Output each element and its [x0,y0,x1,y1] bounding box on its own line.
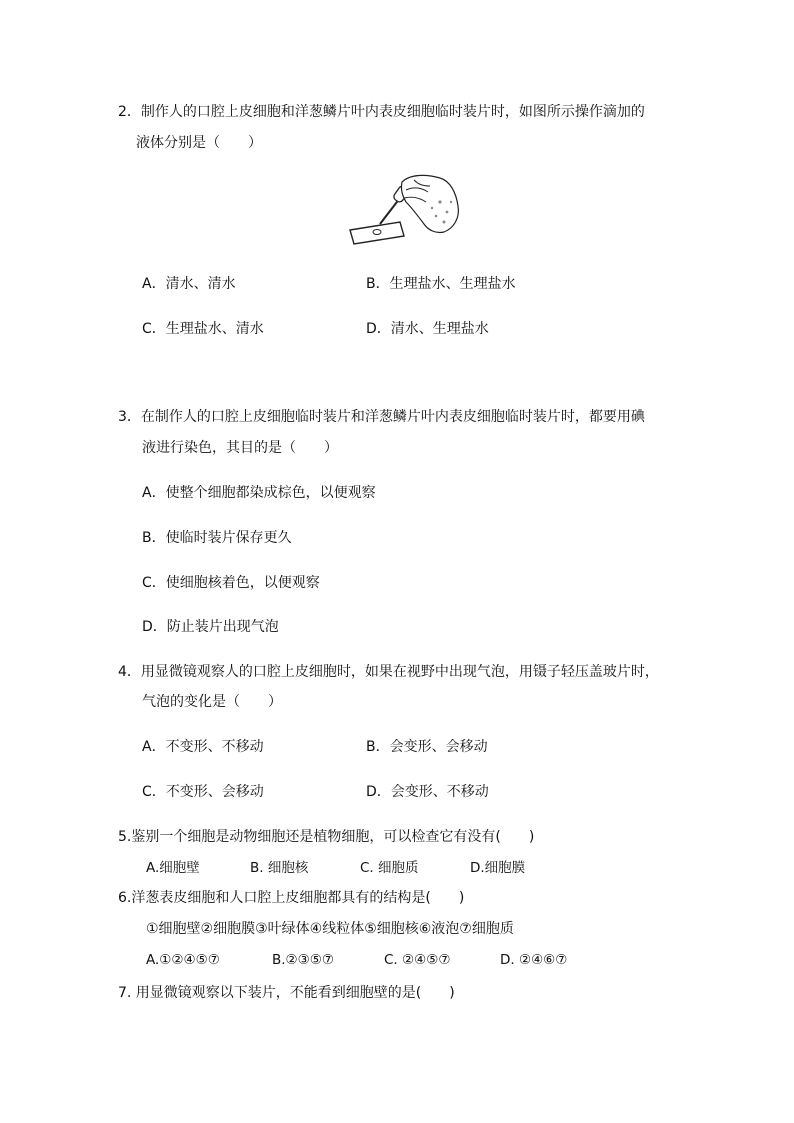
question-2-option-a: A．清水、清水 [142,276,236,292]
question-2-stem-line1: 2．制作人的口腔上皮细胞和洋葱鳞片叶内表皮细胞临时装片时，如图所示操作滴加的 [118,104,645,120]
question-7-stem: 7. 用显微镜观察以下装片，不能看到细胞壁的是( ) [118,985,455,1001]
question-6-stem: 6.洋葱表皮细胞和人口腔上皮细胞都具有的结构是( ) [118,890,465,906]
question-3-stem-line1: 3．在制作人的口腔上皮细胞临时装片和洋葱鳞片叶内表皮细胞临时装片时，都要用碘 [118,409,645,425]
question-6-option-a: A.①②④⑤⑦ [146,952,220,968]
question-3-option-a: A．使整个细胞都染成棕色，以便观察 [142,485,376,501]
question-5-option-a: A.细胞壁 [146,860,200,876]
question-6-option-d: D. ②④⑥⑦ [500,952,568,968]
question-2-stem-line2: 液体分别是（ ） [136,135,262,151]
question-4-option-a: A．不变形、不移动 [142,739,264,755]
question-2-option-d: D．清水、生理盐水 [366,321,489,337]
question-5-option-c: C. 细胞质 [360,860,419,876]
question-5-stem: 5.鉴别一个细胞是动物细胞还是植物细胞，可以检查它有没有( ) [118,829,535,845]
question-4-stem-line1: 4．用显微镜观察人的口腔上皮细胞时，如果在视野中出现气泡，用镊子轻压盖玻片时， [118,664,659,680]
question-6-structures-list: ①细胞壁②细胞膜③叶绿体④线粒体⑤细胞核⑥液泡⑦细胞质 [146,921,514,937]
glass-slide [350,222,404,244]
question-5-option-d: D.细胞膜 [470,860,526,876]
question-3-option-d: D．防止装片出现气泡 [142,619,279,635]
question-6-option-b: B.②③⑤⑦ [272,952,334,968]
question-4-option-d: D．会变形、不移动 [366,784,489,800]
dropper-hand-slide-icon [344,172,464,248]
question-5-option-b: B. 细胞核 [250,860,309,876]
question-3-option-b: B．使临时装片保存更久 [142,530,292,546]
question-4-option-c: C．不变形、会移动 [142,784,264,800]
question-4-stem-line2: 气泡的变化是（ ） [142,694,282,710]
question-3-option-c: C．使细胞核着色，以便观察 [142,575,320,591]
hand [401,175,458,232]
question-2-option-c: C．生理盐水、清水 [142,321,264,337]
question-3-stem-line2: 液进行染色，其目的是（ ） [142,440,338,456]
question-6-option-c: C. ②④⑤⑦ [384,952,451,968]
question-2-option-b: B．生理盐水、生理盐水 [366,276,516,292]
question-4-option-b: B．会变形、会移动 [366,739,488,755]
